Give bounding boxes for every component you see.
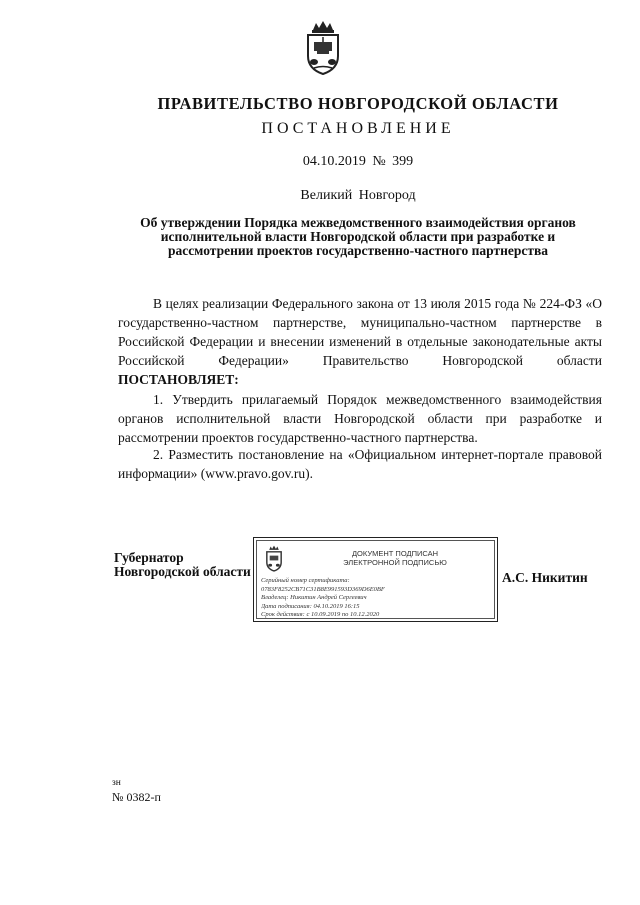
subject-line: Об утверждении Порядка межведомственного взаимодействия органов xyxy=(140,215,576,230)
stamp-details xyxy=(261,577,497,620)
stamp-title-line: ДОКУМЕНТ ПОДПИСАН xyxy=(351,549,439,558)
certificate-label: Серийный номер сертификата: xyxy=(261,577,350,584)
preamble-paragraph xyxy=(118,294,602,389)
resolution-item-1 xyxy=(118,390,602,447)
document-type: ПОСТАНОВЛЕНИЕ xyxy=(261,120,455,137)
stamp-title xyxy=(295,549,495,567)
coat-of-arms-icon xyxy=(300,20,346,76)
resolution-item-1-text: 1. Утвердить прилагаемый Порядок межведомственного взаимодействия органов исполнительной власти Новгородской области при разработке и рассмотрении проектов государственно-частного партнерства. xyxy=(118,392,602,445)
resolution-item-2 xyxy=(118,445,602,483)
preamble-text: В целях реализации Федерального закона от 13 июля 2015 года № 224-ФЗ «О государственно-частном партнерстве, муниципально-частном партнерстве в Российской Федерации и внесении изменений в отдельные законодательные акты Российской Федерации» Правительство Новгородской области xyxy=(118,296,602,368)
certificate-number: 0783F8252CB71C31B8E991593D369D6E0BF xyxy=(261,585,385,593)
executor-code: зн xyxy=(112,778,121,788)
subject-line: рассмотрении проектов государственно-частного партнерства xyxy=(167,243,549,258)
position-line: Губернатор xyxy=(114,550,184,565)
certificate-validity: Срок действия: с 10.09.2019 по 10.12.2020 xyxy=(261,611,380,619)
document-date: 04.10.2019 xyxy=(302,154,366,169)
document-footer-codes xyxy=(112,776,161,804)
registration-number: № 0382-п xyxy=(112,790,161,804)
resolves-keyword: ПОСТАНОВЛЯЕТ: xyxy=(118,372,239,387)
electronic-signature-stamp xyxy=(253,537,498,622)
document-number: 399 xyxy=(392,154,414,169)
document-subject xyxy=(118,216,598,258)
signing-date: Дата подписания: 04.10.2019 16:15 xyxy=(261,602,360,610)
resolution-item-2-text: 2. Разместить постановление на «Официальном интернет-портале правовой информации» (www.pravo.gov.ru). xyxy=(118,447,602,481)
certificate-owner: Владелец: Никитин Андрей Сергеевич xyxy=(261,594,367,602)
subject-line: исполнительной власти Новгородской области при разработке и xyxy=(160,229,556,244)
government-title: ПРАВИТЕЛЬСТВО НОВГОРОДСКОЙ ОБЛАСТИ xyxy=(157,94,559,113)
position-line: Новгородской области xyxy=(114,564,251,579)
signatory-position xyxy=(114,551,251,579)
stamp-title-line: ЭЛЕКТРОННОЙ ПОДПИСЬЮ xyxy=(343,558,447,567)
document-date-number xyxy=(0,154,640,170)
document-city: Великий Новгород xyxy=(300,188,416,203)
stamp-coat-of-arms-icon xyxy=(263,545,285,572)
number-sign: № xyxy=(372,154,386,169)
signer-name: А.С. Никитин xyxy=(502,570,588,585)
